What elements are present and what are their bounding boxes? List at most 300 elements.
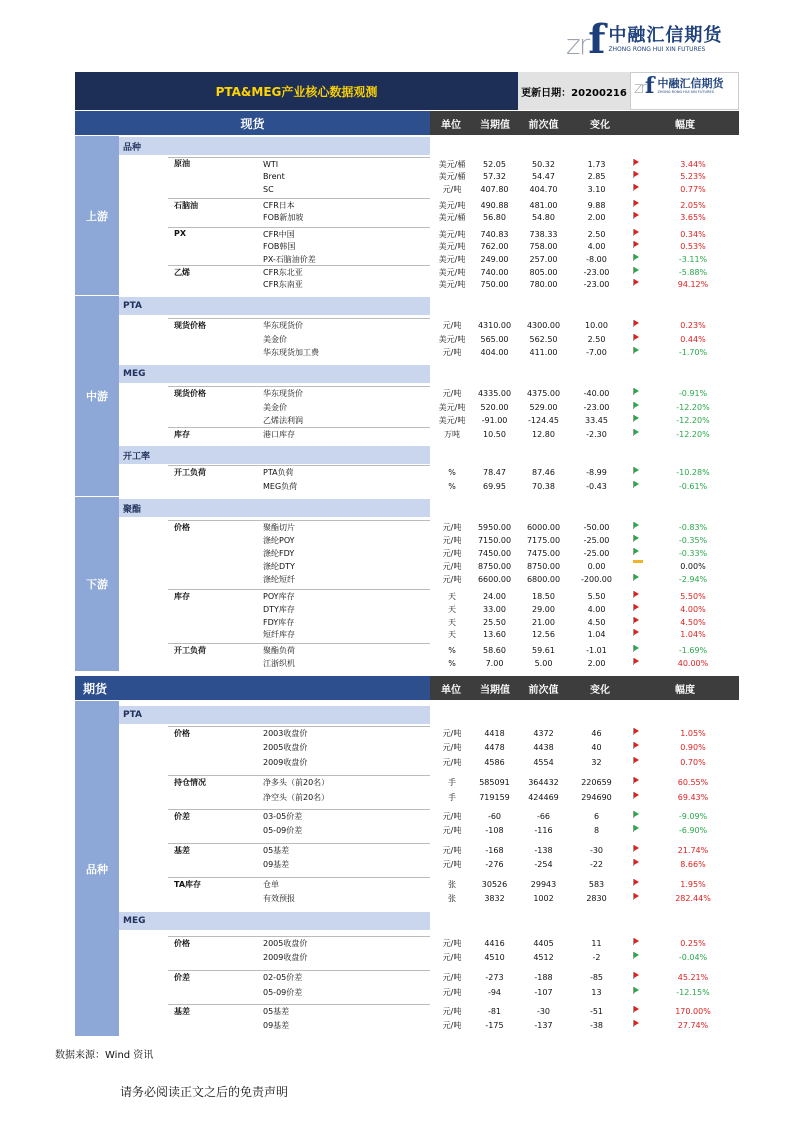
metric-name: PTA负荷 xyxy=(263,468,294,477)
previous-value: 7175.00 xyxy=(526,536,561,545)
category-meg: MEG xyxy=(119,365,430,383)
group-label: 现货价格 xyxy=(174,321,206,330)
table-row xyxy=(263,742,739,754)
unit: 美元/吨 xyxy=(438,268,466,277)
group-label: 价格 xyxy=(174,729,190,738)
change-value: 1.73 xyxy=(587,160,606,169)
group-label: 开工负荷 xyxy=(174,646,206,655)
unit: 美元/吨 xyxy=(438,201,466,210)
change-value: -8.00 xyxy=(586,255,607,264)
col-current: 当期值 xyxy=(472,676,518,700)
previous-value: 87.46 xyxy=(532,468,555,477)
metric-name: 05基差 xyxy=(263,846,290,855)
unit: 元/吨 xyxy=(442,953,462,962)
metric-name: 05-09价差 xyxy=(263,988,303,997)
change-value: -38 xyxy=(589,1021,604,1030)
table-row xyxy=(263,267,739,279)
current-value: 33.00 xyxy=(483,605,506,614)
table-row xyxy=(263,987,739,999)
current-value: 740.83 xyxy=(480,230,509,239)
change-value: 13 xyxy=(591,988,602,997)
metric-name: 05基差 xyxy=(263,1007,290,1016)
metric-name: 华东现货价 xyxy=(263,389,303,398)
previous-value: 29943 xyxy=(530,880,557,889)
table-row xyxy=(263,879,739,891)
current-value: 4335.00 xyxy=(477,389,512,398)
pct-change: -5.88% xyxy=(678,268,708,277)
pct-change: 5.50% xyxy=(680,592,706,601)
group-label: 原油 xyxy=(174,159,190,168)
previous-value: -138 xyxy=(534,846,553,855)
pct-change: -12.20% xyxy=(676,430,710,439)
metric-name: 港口库存 xyxy=(263,430,295,439)
previous-value: 50.32 xyxy=(532,160,555,169)
current-value: 8750.00 xyxy=(477,562,512,571)
current-value: 4510 xyxy=(484,953,505,962)
change-value: -2 xyxy=(592,953,601,962)
unit: 万吨 xyxy=(444,430,460,439)
table-row xyxy=(263,171,739,183)
table-logo: zr f 中融汇信期货 ZHONG RONG HUI XIN FUTURES xyxy=(634,73,724,99)
previous-value: 8750.00 xyxy=(526,562,561,571)
pct-change: -1.70% xyxy=(678,348,708,357)
current-value: 7450.00 xyxy=(477,549,512,558)
metric-name: 09基差 xyxy=(263,860,290,869)
pct-change: 0.25% xyxy=(680,939,706,948)
metric-name: 华东现货价 xyxy=(263,321,303,330)
change-value: 2830 xyxy=(586,894,607,903)
change-value: 2.50 xyxy=(587,230,606,239)
pct-change: 0.77% xyxy=(680,185,706,194)
metric-name: 美金价 xyxy=(263,403,287,412)
pct-change: 3.44% xyxy=(680,160,706,169)
unit: 美元/桶 xyxy=(438,160,466,169)
previous-value: 54.47 xyxy=(532,172,555,181)
group-label: 价格 xyxy=(174,939,190,948)
change-value: -50.00 xyxy=(583,523,610,532)
metric-name: 江浙织机 xyxy=(263,659,295,668)
category-polyester: 聚酯 xyxy=(119,499,430,517)
current-value: 10.50 xyxy=(483,430,506,439)
group-label: TA库存 xyxy=(174,880,202,889)
col-current: 当期值 xyxy=(472,111,518,135)
previous-value: 562.50 xyxy=(529,335,558,344)
unit: 元/吨 xyxy=(442,939,462,948)
change-value: 32 xyxy=(591,758,602,767)
unit: 元/吨 xyxy=(442,846,462,855)
col-pct: 幅度 xyxy=(631,676,739,700)
current-value: 585091 xyxy=(479,778,510,787)
previous-value: 59.61 xyxy=(532,646,555,655)
current-value: 5950.00 xyxy=(477,523,512,532)
current-value: 719159 xyxy=(479,793,510,802)
previous-value: 1002 xyxy=(533,894,554,903)
metric-name: 涤纶FDY xyxy=(263,549,295,558)
table-row xyxy=(263,1006,739,1018)
update-date: 更新日期：20200216 xyxy=(518,72,630,110)
unit: 美元/吨 xyxy=(438,255,466,264)
unit: 张 xyxy=(448,894,456,903)
change-value: 40 xyxy=(591,743,602,752)
unit: 手 xyxy=(448,793,456,802)
pct-change: 282.44% xyxy=(675,894,711,903)
metric-name: FOB新加坡 xyxy=(263,213,304,222)
table-row xyxy=(263,645,739,657)
table-row xyxy=(263,212,739,224)
previous-value: 4300.00 xyxy=(526,321,561,330)
metric-name: 03-05价差 xyxy=(263,812,303,821)
pct-change: -10.28% xyxy=(676,468,710,477)
spot-section-title: 现货 xyxy=(75,111,430,135)
col-previous: 前次值 xyxy=(518,676,569,700)
unit: % xyxy=(448,659,456,668)
pct-change: 69.43% xyxy=(677,793,709,802)
category-variety: 品种 xyxy=(119,137,430,155)
previous-value: -254 xyxy=(534,860,553,869)
table-row xyxy=(263,415,739,427)
change-value: 5.50 xyxy=(587,592,606,601)
pct-change: 0.23% xyxy=(680,321,706,330)
change-value: -51 xyxy=(589,1007,604,1016)
pct-change: 8.66% xyxy=(680,860,706,869)
table-row xyxy=(263,591,739,603)
pct-change: 60.55% xyxy=(677,778,709,787)
metric-name: 净多头（前20名） xyxy=(263,778,330,787)
metric-name: 涤纶短纤 xyxy=(263,575,295,584)
group-label: 价格 xyxy=(174,523,190,532)
table-row xyxy=(263,658,739,670)
pct-change: -6.90% xyxy=(678,826,708,835)
change-value: 294690 xyxy=(581,793,612,802)
current-value: 7150.00 xyxy=(477,536,512,545)
change-value: 33.45 xyxy=(585,416,608,425)
unit: 张 xyxy=(448,880,456,889)
unit: 美元/吨 xyxy=(438,416,466,425)
table-row xyxy=(263,792,739,804)
metric-name: CFR中国 xyxy=(263,230,295,239)
pct-change: 170.00% xyxy=(675,1007,711,1016)
metric-name: 聚酯负荷 xyxy=(263,646,295,655)
current-value: 750.00 xyxy=(480,280,509,289)
table-row xyxy=(263,467,739,479)
pct-change: -0.83% xyxy=(678,523,708,532)
current-value: -94 xyxy=(487,988,502,997)
current-value: 4478 xyxy=(484,743,505,752)
unit: 美元/吨 xyxy=(438,335,466,344)
group-label: 库存 xyxy=(174,592,190,601)
previous-value: 364432 xyxy=(528,778,559,787)
group-label: 价差 xyxy=(174,812,190,821)
pct-change: 4.00% xyxy=(680,605,706,614)
table-row xyxy=(263,279,739,291)
unit: 元/吨 xyxy=(442,549,462,558)
group-label: PX xyxy=(174,229,187,238)
current-value: 69.95 xyxy=(483,482,506,491)
group-label: 石脑油 xyxy=(174,201,198,210)
table-row xyxy=(263,825,739,837)
unit: 美元/吨 xyxy=(438,230,466,239)
unit: 美元/桶 xyxy=(438,172,466,181)
current-value: 78.47 xyxy=(483,468,506,477)
current-value: 4416 xyxy=(484,939,505,948)
category-operating-rate: 开工率 xyxy=(119,446,430,464)
change-value: 2.00 xyxy=(587,659,606,668)
current-value: -60 xyxy=(487,812,502,821)
company-logo: zr f 中融汇信期货 ZHONG RONG HUI XIN FUTURES xyxy=(566,16,723,63)
table-row xyxy=(263,845,739,857)
previous-value: 424469 xyxy=(528,793,559,802)
current-value: 7.00 xyxy=(485,659,504,668)
table-row xyxy=(263,548,739,560)
previous-value: 7475.00 xyxy=(526,549,561,558)
current-value: 4418 xyxy=(484,729,505,738)
change-value: -0.43 xyxy=(586,482,607,491)
previous-value: 805.00 xyxy=(529,268,558,277)
col-unit: 单位 xyxy=(430,676,472,700)
unit: % xyxy=(448,468,456,477)
table-row xyxy=(263,859,739,871)
previous-value: 4375.00 xyxy=(526,389,561,398)
unit: 元/吨 xyxy=(442,758,462,767)
previous-value: 758.00 xyxy=(529,242,558,251)
change-value: -23.00 xyxy=(583,280,610,289)
current-value: 52.05 xyxy=(483,160,506,169)
table-row xyxy=(263,1020,739,1032)
metric-name: CFR东南亚 xyxy=(263,280,303,289)
data-source: 数据来源：Wind 资讯 xyxy=(55,1050,154,1061)
metric-name: 2003收盘价 xyxy=(263,729,308,738)
change-value: 2.50 xyxy=(587,335,606,344)
futures-section-title: 期货 xyxy=(75,676,430,700)
previous-value: 4372 xyxy=(533,729,554,738)
pct-change: -12.20% xyxy=(676,403,710,412)
pct-change: 45.21% xyxy=(677,973,709,982)
metric-name: 涤纶DTY xyxy=(263,562,295,571)
group-label: 乙烯 xyxy=(174,268,190,277)
table-row xyxy=(263,320,739,332)
table-row xyxy=(263,561,739,573)
metric-name: FOB韩国 xyxy=(263,242,296,251)
metric-name: 2009收盘价 xyxy=(263,953,308,962)
metric-name: 聚酯切片 xyxy=(263,523,295,532)
pct-change: -12.15% xyxy=(676,988,710,997)
previous-value: -116 xyxy=(534,826,553,835)
unit: 元/吨 xyxy=(442,1007,462,1016)
pct-change: -3.11% xyxy=(678,255,708,264)
col-pct: 幅度 xyxy=(631,111,739,135)
change-value: 3.10 xyxy=(587,185,606,194)
pct-change: -0.35% xyxy=(678,536,708,545)
change-value: 2.85 xyxy=(587,172,606,181)
unit: 元/吨 xyxy=(442,562,462,571)
change-value: -22 xyxy=(589,860,604,869)
previous-value: 4554 xyxy=(533,758,554,767)
current-value: 249.00 xyxy=(480,255,509,264)
current-value: -108 xyxy=(485,826,504,835)
pct-change: -12.20% xyxy=(676,416,710,425)
lane-upstream: 上游 xyxy=(75,135,119,295)
metric-name: 2005收盘价 xyxy=(263,743,308,752)
unit: 元/吨 xyxy=(442,860,462,869)
category-meg: MEG xyxy=(119,912,430,930)
pct-change: 5.23% xyxy=(680,172,706,181)
col-change: 变化 xyxy=(569,111,631,135)
pct-change: 27.74% xyxy=(677,1021,709,1030)
change-value: 0.00 xyxy=(587,562,606,571)
group-label: 库存 xyxy=(174,430,190,439)
change-value: 10.00 xyxy=(585,321,608,330)
table-row xyxy=(263,728,739,740)
previous-value: 4405 xyxy=(533,939,554,948)
group-label: 持仓情况 xyxy=(174,778,206,787)
unit: 美元/吨 xyxy=(438,242,466,251)
table-row xyxy=(263,347,739,359)
current-value: -91.00 xyxy=(481,416,508,425)
company-name-en: ZHONG RONG HUI XIN FUTURES xyxy=(608,46,706,53)
metric-name: DTY库存 xyxy=(263,605,295,614)
unit: 元/吨 xyxy=(442,729,462,738)
table-row xyxy=(263,388,739,400)
previous-value: 6800.00 xyxy=(526,575,561,584)
current-value: 56.80 xyxy=(483,213,506,222)
metric-name: 2009收盘价 xyxy=(263,758,308,767)
pct-change: -1.69% xyxy=(678,646,708,655)
previous-value: -66 xyxy=(536,812,551,821)
col-unit: 单位 xyxy=(430,111,472,135)
pct-change: 1.05% xyxy=(680,729,706,738)
previous-value: 257.00 xyxy=(529,255,558,264)
table-title: PTA&MEG产业核心数据观测 xyxy=(75,72,518,110)
metric-name: 09基差 xyxy=(263,1021,290,1030)
previous-value: 529.00 xyxy=(529,403,558,412)
current-value: 407.80 xyxy=(480,185,509,194)
table-row xyxy=(263,972,739,984)
col-change: 变化 xyxy=(569,676,631,700)
pct-change: 2.05% xyxy=(680,201,706,210)
unit: 元/吨 xyxy=(442,812,462,821)
change-value: 4.00 xyxy=(587,242,606,251)
current-value: -175 xyxy=(485,1021,504,1030)
table-row xyxy=(263,481,739,493)
table-row xyxy=(263,952,739,964)
metric-name: 净空头（前20名） xyxy=(263,793,330,802)
metric-name: MEG负荷 xyxy=(263,482,298,491)
change-value: 583 xyxy=(588,880,605,889)
previous-value: -188 xyxy=(534,973,553,982)
change-value: -30 xyxy=(589,846,604,855)
group-label: 开工负荷 xyxy=(174,468,206,477)
metric-name: Brent xyxy=(263,172,285,181)
previous-value: 780.00 xyxy=(529,280,558,289)
unit: 元/吨 xyxy=(442,743,462,752)
previous-value: 12.56 xyxy=(532,630,555,639)
pct-change: -2.94% xyxy=(678,575,708,584)
unit: 美元/桶 xyxy=(438,213,466,222)
table-row xyxy=(263,159,739,171)
unit: 天 xyxy=(448,592,456,601)
group-label: 价差 xyxy=(174,973,190,982)
change-value: -40.00 xyxy=(583,389,610,398)
unit: 元/吨 xyxy=(442,185,462,194)
change-value: 220659 xyxy=(581,778,612,787)
current-value: 404.00 xyxy=(480,348,509,357)
unit: % xyxy=(448,482,456,491)
current-value: -81 xyxy=(487,1007,502,1016)
change-value: -7.00 xyxy=(586,348,607,357)
category-pta: PTA xyxy=(119,706,430,724)
metric-name: 美金价 xyxy=(263,335,287,344)
lane-variety: 品种 xyxy=(75,700,119,1036)
pct-change: 40.00% xyxy=(677,659,709,668)
pct-change: -0.04% xyxy=(678,953,708,962)
table-row xyxy=(263,429,739,441)
change-value: -23.00 xyxy=(583,268,610,277)
lane-midstream: 中游 xyxy=(75,295,119,496)
pct-change: 0.53% xyxy=(680,242,706,251)
group-label: 现货价格 xyxy=(174,389,206,398)
metric-name: CFR日本 xyxy=(263,201,295,210)
current-value: 13.60 xyxy=(483,630,506,639)
pct-change: 0.70% xyxy=(680,758,706,767)
previous-value: 411.00 xyxy=(529,348,558,357)
previous-value: -137 xyxy=(534,1021,553,1030)
previous-value: -30 xyxy=(536,1007,551,1016)
metric-name: 乙烯法利润 xyxy=(263,416,303,425)
previous-value: 70.38 xyxy=(532,482,555,491)
pct-change: 0.00% xyxy=(680,562,706,571)
table-row xyxy=(263,811,739,823)
table-row xyxy=(263,617,739,629)
change-value: -25.00 xyxy=(583,536,610,545)
change-value: -85 xyxy=(589,973,604,982)
previous-value: 481.00 xyxy=(529,201,558,210)
metric-name: 05-09价差 xyxy=(263,826,303,835)
previous-value: 4512 xyxy=(533,953,554,962)
metric-name: 涤纶POY xyxy=(263,536,295,545)
table-row xyxy=(263,254,739,266)
pct-change: -9.09% xyxy=(678,812,708,821)
table-row xyxy=(263,522,739,534)
pct-change: -0.61% xyxy=(678,482,708,491)
pct-change: -0.91% xyxy=(678,389,708,398)
previous-value: 21.00 xyxy=(532,618,555,627)
table-row xyxy=(263,757,739,769)
metric-name: 短纤库存 xyxy=(263,630,295,639)
table-row xyxy=(263,229,739,241)
metric-name: SC xyxy=(263,185,274,194)
unit: 手 xyxy=(448,778,456,787)
lane-downstream: 下游 xyxy=(75,496,119,671)
unit: 美元/吨 xyxy=(438,280,466,289)
category-pta: PTA xyxy=(119,297,430,315)
previous-value: 4438 xyxy=(533,743,554,752)
previous-value: -124.45 xyxy=(528,416,559,425)
unit: 元/吨 xyxy=(442,575,462,584)
unit: 元/吨 xyxy=(442,973,462,982)
unit: % xyxy=(448,646,456,655)
current-value: 58.60 xyxy=(483,646,506,655)
previous-value: 6000.00 xyxy=(526,523,561,532)
metric-name: 2005收盘价 xyxy=(263,939,308,948)
current-value: 565.00 xyxy=(480,335,509,344)
change-value: 4.00 xyxy=(587,605,606,614)
col-previous: 前次值 xyxy=(518,111,569,135)
change-value: -1.01 xyxy=(586,646,607,655)
unit: 元/吨 xyxy=(442,536,462,545)
metric-name: WTI xyxy=(263,160,279,169)
current-value: -273 xyxy=(485,973,504,982)
metric-name: 华东现货加工费 xyxy=(263,348,319,357)
